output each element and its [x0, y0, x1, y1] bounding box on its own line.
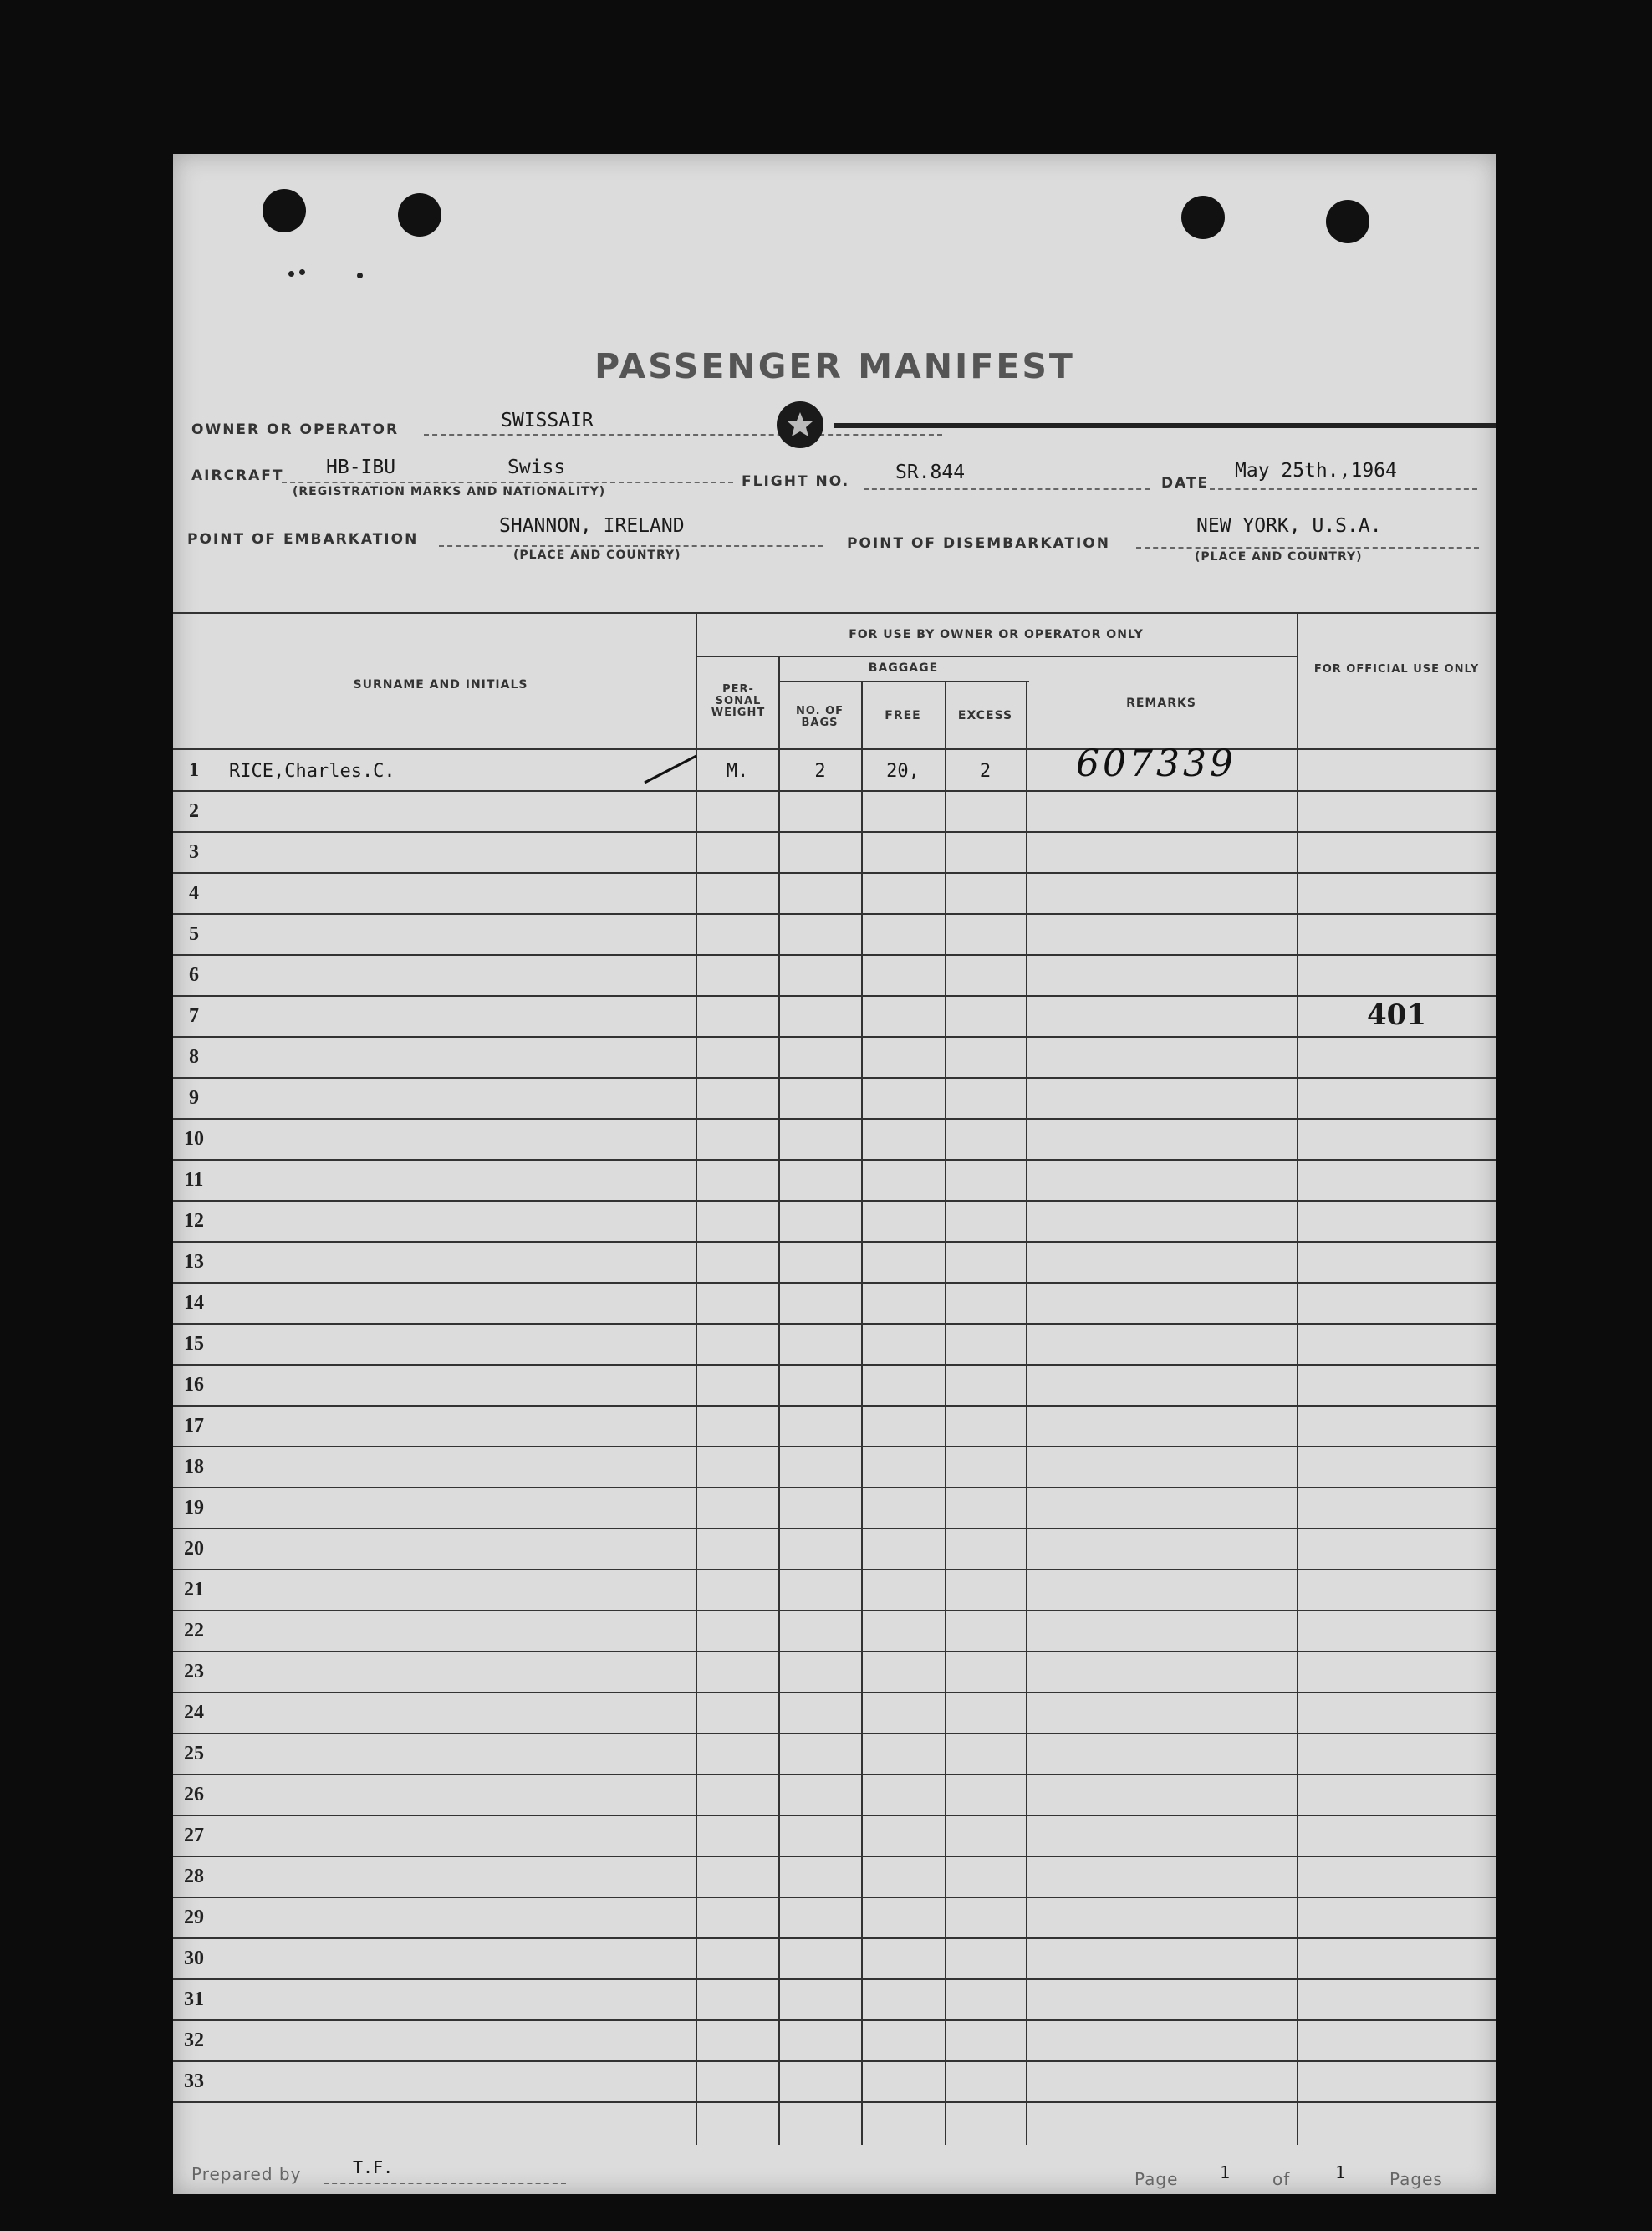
row-number: 23 — [184, 1661, 204, 1682]
of-label: of — [1272, 2169, 1291, 2189]
table-row-rule — [173, 872, 1496, 874]
baggage-rule — [778, 681, 1029, 682]
table-row-rule — [173, 1077, 1496, 1079]
flight-label: FLIGHT NO. — [742, 473, 850, 490]
aircraft-sublabel: (REGISTRATION MARKS AND NATIONALITY) — [293, 485, 606, 498]
col-official-border — [1297, 612, 1298, 2145]
punch-hole — [1326, 200, 1369, 243]
embark-label: POINT OF EMBARKATION — [187, 531, 419, 548]
row-number: 18 — [184, 1456, 204, 1478]
table-row-rule — [173, 1323, 1496, 1325]
swissair-seal-icon — [777, 401, 823, 448]
row-number: 11 — [184, 1169, 204, 1191]
table-row-rule — [173, 1241, 1496, 1243]
row-number: 7 — [189, 1005, 199, 1027]
date-underline — [1210, 488, 1477, 490]
prepared-label: Prepared by — [191, 2164, 302, 2184]
table-row-rule — [173, 1282, 1496, 1284]
table-row-rule — [173, 1692, 1496, 1693]
disembark-label: POINT OF DISEMBARKATION — [847, 535, 1110, 552]
table-row-rule — [173, 1733, 1496, 1734]
excess-baggage: 2 — [979, 761, 992, 782]
aircraft-label: AIRCRAFT — [191, 467, 284, 484]
col-free-border — [861, 681, 863, 2145]
date-label: DATE — [1161, 475, 1210, 492]
punch-hole — [263, 189, 306, 232]
table-row-rule — [173, 1569, 1496, 1570]
table-row-rule — [173, 1610, 1496, 1611]
table-row-rule — [173, 1200, 1496, 1202]
aircraft-underline — [282, 482, 733, 483]
aircraft-registration: HB-IBU — [326, 457, 396, 478]
owner-value: SWISSAIR — [501, 410, 594, 431]
official-use: 401 — [1367, 998, 1426, 1032]
table-row-rule — [173, 1159, 1496, 1161]
flight-underline — [864, 488, 1150, 490]
row-number: 16 — [184, 1374, 204, 1396]
row-number: 4 — [189, 882, 199, 904]
row-number: 15 — [184, 1333, 204, 1355]
row-number: 9 — [189, 1087, 199, 1109]
row-number: 26 — [184, 1784, 204, 1805]
row-number: 17 — [184, 1415, 204, 1437]
row-number: 30 — [184, 1948, 204, 1969]
header-official: FOR OFFICIAL USE ONLY — [1313, 663, 1480, 676]
page-number: 1 — [1220, 2162, 1231, 2182]
owner-section-rule — [696, 656, 1297, 657]
table-row-rule — [173, 1405, 1496, 1406]
pages-label: Pages — [1389, 2169, 1443, 2189]
row-number: 6 — [189, 964, 199, 986]
table-row-rule — [173, 1364, 1496, 1366]
table-row-rule — [173, 2101, 1496, 2103]
header-free: FREE — [885, 709, 921, 722]
header-remarks: REMARKS — [1126, 697, 1196, 710]
remarks-value: 607339 — [1076, 743, 1236, 785]
table-row-rule — [173, 1897, 1496, 1898]
header-bags: NO. OF BAGS — [795, 705, 844, 729]
embark-underline — [439, 545, 823, 547]
passenger-name: RICE,Charles.C. — [229, 761, 395, 782]
row-number: 33 — [184, 2070, 204, 2092]
table-row-rule — [173, 790, 1496, 792]
row-number: 8 — [189, 1046, 199, 1068]
row-number: 12 — [184, 1210, 204, 1232]
owner-label: OWNER OR OPERATOR — [191, 421, 400, 438]
row-number: 25 — [184, 1743, 204, 1764]
embark-sublabel: (PLACE AND COUNTRY) — [513, 549, 681, 562]
row-number: 27 — [184, 1825, 204, 1846]
aircraft-nationality: Swiss — [507, 457, 566, 478]
manifest-sheet — [173, 154, 1496, 2194]
header-surname: SURNAME AND INITIALS — [353, 678, 528, 692]
table-row-rule — [173, 1487, 1496, 1488]
table-row-rule — [173, 1937, 1496, 1939]
row-number: 3 — [189, 841, 199, 863]
table-row-rule — [173, 913, 1496, 915]
header-excess: EXCESS — [957, 709, 1013, 722]
form-title: PASSENGER MANIFEST — [594, 346, 1075, 386]
row-number: 32 — [184, 2029, 204, 2051]
check-mark-icon — [641, 753, 700, 786]
table-row-rule — [173, 2019, 1496, 2021]
row-number: 24 — [184, 1702, 204, 1723]
row-number: 13 — [184, 1251, 204, 1273]
row-number: 10 — [184, 1128, 204, 1150]
header-baggage: BAGGAGE — [868, 661, 939, 675]
table-row-rule — [173, 1036, 1496, 1038]
free-baggage: 20, — [886, 761, 920, 782]
table-row-rule — [173, 954, 1496, 956]
ink-speck — [299, 269, 305, 275]
punch-hole — [1181, 196, 1225, 239]
flight-value: SR.844 — [895, 462, 966, 483]
row-number: 5 — [189, 923, 199, 945]
disembark-sublabel: (PLACE AND COUNTRY) — [1195, 550, 1363, 564]
bags-count: 2 — [814, 761, 826, 782]
row-number: 21 — [184, 1579, 204, 1600]
table-row-rule — [173, 1446, 1496, 1447]
table-row-rule — [173, 995, 1496, 997]
row-number: 28 — [184, 1866, 204, 1887]
table-row-rule — [173, 1528, 1496, 1529]
row-number: 20 — [184, 1538, 204, 1560]
row-number: 31 — [184, 1988, 204, 2010]
owner-underline — [424, 434, 942, 436]
row-number: 14 — [184, 1292, 204, 1314]
disembark-value: NEW YORK, U.S.A. — [1196, 515, 1382, 537]
col-remarks-border — [1026, 681, 1027, 2145]
row-number: 29 — [184, 1907, 204, 1928]
col-excess-border — [945, 681, 946, 2145]
table-row-rule — [173, 1651, 1496, 1652]
punch-hole — [398, 193, 441, 237]
ink-speck — [357, 273, 363, 278]
row-number: 2 — [189, 800, 199, 822]
row-number: 22 — [184, 1620, 204, 1641]
header-owner-only: FOR USE BY OWNER OR OPERATOR ONLY — [849, 628, 1144, 641]
personal-weight: M. — [726, 761, 749, 782]
row-number: 1 — [189, 759, 199, 781]
table-row-rule — [173, 1774, 1496, 1775]
header-weight: PER-SONAL WEIGHT — [711, 683, 766, 719]
disembark-underline — [1136, 547, 1479, 549]
col-weight-border — [696, 612, 697, 2145]
prepared-value: T.F. — [353, 2157, 394, 2177]
table-row-rule — [173, 1856, 1496, 1857]
embark-value: SHANNON, IRELAND — [499, 515, 685, 537]
table-row-rule — [173, 2060, 1496, 2062]
ink-speck — [288, 271, 294, 277]
table-row-rule — [173, 1118, 1496, 1120]
table-row-rule — [173, 1978, 1496, 1980]
prepared-underline — [324, 2182, 566, 2184]
table-row-rule — [173, 1815, 1496, 1816]
col-bags-border — [778, 656, 780, 2145]
page-label: Page — [1134, 2169, 1179, 2189]
table-row-rule — [173, 831, 1496, 833]
header-rule — [834, 423, 1496, 428]
date-value: May 25th.,1964 — [1235, 460, 1397, 482]
row-number: 19 — [184, 1497, 204, 1519]
page-total: 1 — [1335, 2162, 1346, 2182]
